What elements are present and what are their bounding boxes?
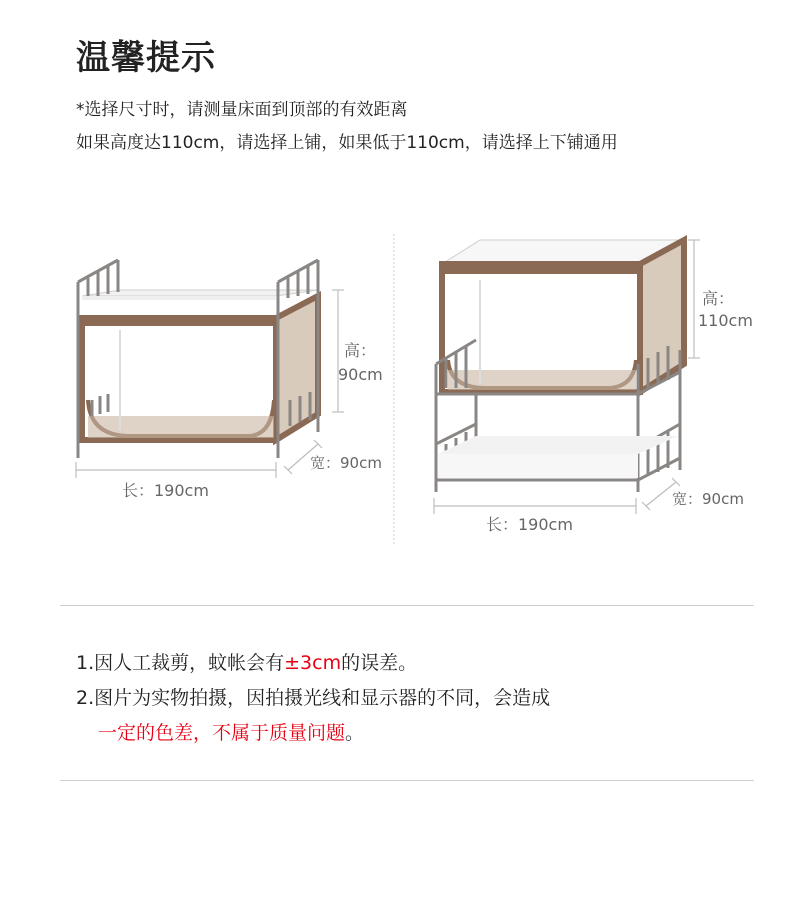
right-bed-illustration bbox=[436, 240, 684, 492]
right-height-label: 高： bbox=[702, 289, 735, 308]
left-height-value: 90cm bbox=[338, 365, 383, 384]
right-length-label: 长：190cm bbox=[486, 515, 573, 534]
left-width-label: 宽：90cm bbox=[310, 454, 382, 472]
note-cutting-error bbox=[76, 648, 417, 675]
note-2-end: 。 bbox=[345, 722, 365, 744]
right-height-value: 110cm bbox=[698, 311, 753, 330]
note-1-highlight: ±3cm bbox=[284, 652, 342, 674]
right-width-label: 宽：90cm bbox=[672, 490, 744, 508]
left-height-label: 高： bbox=[344, 341, 377, 360]
note-color-difference-cont bbox=[98, 718, 364, 745]
divider-top bbox=[60, 605, 754, 606]
page-title: 温馨提示 bbox=[76, 38, 216, 78]
size-tip-line-2: 如果高度达110cm，请选择上铺，如果低于110cm，请选择上下铺通用 bbox=[76, 133, 618, 153]
note-1-prefix: 1.因人工裁剪，蚊帐会有 bbox=[76, 652, 285, 674]
size-tip-line-1: *选择尺寸时，请测量床面到顶部的有效距离 bbox=[76, 100, 408, 120]
note-1-suffix: 的误差。 bbox=[341, 652, 418, 674]
bed-dimension-diagram bbox=[0, 200, 790, 580]
divider-bottom bbox=[60, 780, 754, 781]
left-bed-illustration bbox=[78, 260, 318, 458]
note-2-highlight: 一定的色差，不属于质量问题 bbox=[98, 722, 346, 744]
note-color-difference: 2.图片为实物拍摄，因拍摄光线和显示器的不同，会造成 bbox=[76, 687, 551, 709]
left-length-label: 长：190cm bbox=[122, 481, 209, 500]
